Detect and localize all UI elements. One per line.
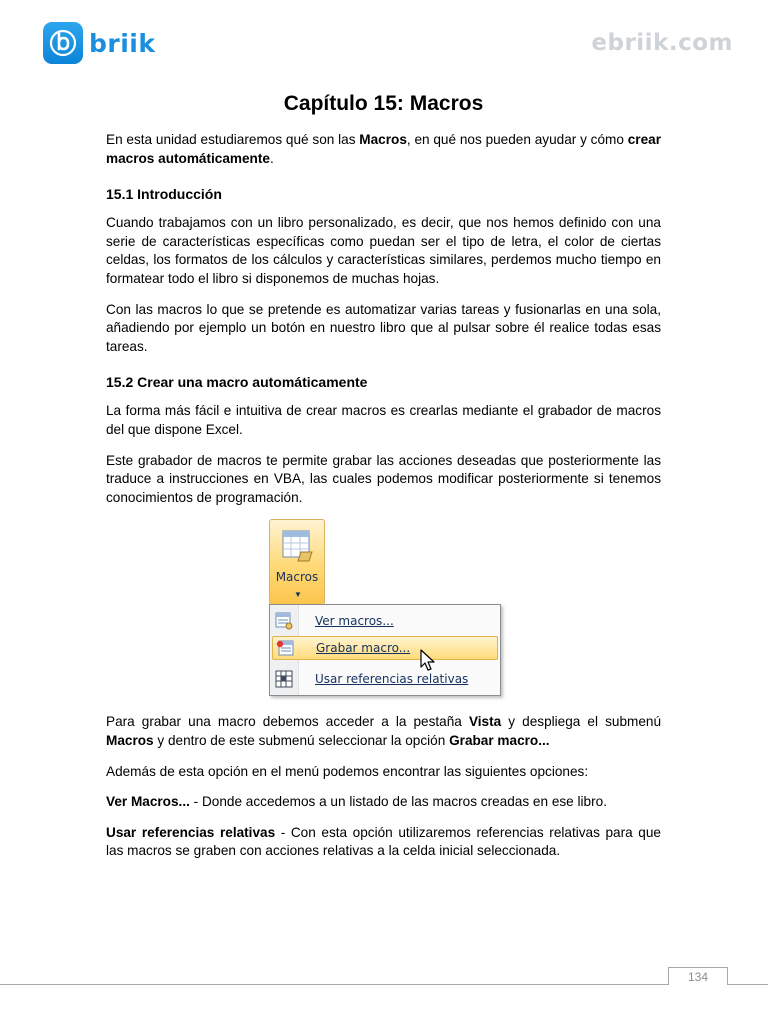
text-span: Para grabar una macro debemos acceder a la pestaña bbox=[106, 714, 469, 730]
text-span: y dentro de este submenú seleccionar la opción bbox=[153, 732, 450, 748]
section1-paragraph-2: Con las macros lo que se pretende es automatizar varias tareas y fusionarlas en una sola, añadiendo por ejemplo un botón en nuestro libro que al pulsar sobre él realice todas esas tareas. bbox=[106, 301, 661, 354]
record-macro-icon bbox=[273, 639, 297, 657]
macros-ribbon-button[interactable] bbox=[269, 519, 325, 605]
relative-references-icon bbox=[272, 670, 296, 688]
intro-text-2: , en qué nos pueden ayudar y cómo bbox=[406, 132, 628, 147]
mouse-pointer-icon bbox=[420, 649, 436, 673]
section-heading-1: 15.1 Introducción bbox=[106, 186, 222, 203]
text-span: - Donde accedemos a un listado de las macros creadas en ese libro. bbox=[189, 794, 607, 810]
section-heading-2: 15.2 Crear una macro automáticamente bbox=[106, 374, 368, 391]
bold-grabar-macro: Grabar macro... bbox=[449, 732, 550, 748]
list-icon bbox=[272, 612, 296, 630]
intro-paragraph bbox=[106, 131, 661, 168]
logo-text: briik bbox=[89, 28, 156, 58]
bold-ver-macros: Ver Macros... bbox=[106, 794, 190, 810]
menu-item-ver-macros[interactable] bbox=[272, 609, 498, 633]
dropdown-arrow-icon: ▼ bbox=[294, 590, 302, 600]
intro-bold-2: crear macros automáticamente bbox=[106, 132, 661, 166]
menu-label-ver-macros: Ver macros... bbox=[315, 614, 394, 629]
b-logo-icon bbox=[43, 22, 83, 64]
macros-ribbon-label: Macros bbox=[275, 570, 319, 585]
page-content bbox=[106, 92, 661, 873]
macros-menu-screenshot bbox=[106, 519, 661, 699]
brand-logo bbox=[43, 22, 156, 64]
bold-vista: Vista bbox=[468, 714, 502, 730]
page-number: 134 bbox=[668, 967, 728, 985]
footer-rule bbox=[0, 984, 768, 985]
intro-text-3: . bbox=[269, 150, 274, 166]
section2-paragraph-1: La forma más fácil e intuitiva de crear macros es crearlas mediante el grabador de macros del que dispone Excel. bbox=[106, 403, 661, 437]
after-figure-paragraph-2: Además de esta opción en el menú podemos encontrar las siguientes opciones: bbox=[106, 763, 589, 779]
site-name: ebriik.com bbox=[591, 30, 733, 56]
macros-dropdown-menu bbox=[269, 604, 501, 696]
chapter-title: Capítulo 15: Macros bbox=[283, 92, 484, 115]
after-figure-paragraph-3 bbox=[106, 793, 661, 812]
text-span: - Con esta opción utilizaremos referencias relativas para que las macros se graben con acciones relativas a la celda inicial seleccionada. bbox=[106, 824, 661, 859]
section1-paragraph-1: Cuando trabajamos con un libro personalizado, es decir, que nos hemos definido con una serie de características específicas como puedan ser el tipo de letra, el color de ciertas celdas, los formatos de los cálculos y características similares, perdemos mucho tiempo en formatear todo el libro si disponemos de muchas hojas. bbox=[106, 215, 661, 286]
intro-text-1: En esta unidad estudiaremos qué son las bbox=[106, 132, 360, 147]
macros-sheet-icon bbox=[282, 530, 314, 564]
text-span: y despliega el submenú bbox=[501, 714, 662, 730]
section2-paragraph-2: Este grabador de macros te permite grabar las acciones deseadas que posteriormente las traduce a instrucciones en VBA, las cuales podemos modificar posteriormente si tenemos conocimientos de programación. bbox=[106, 452, 661, 505]
intro-bold-1: Macros bbox=[359, 132, 407, 147]
after-figure-paragraph-4 bbox=[106, 824, 661, 861]
after-figure-paragraph-1 bbox=[106, 713, 661, 750]
menu-item-grabar-macro[interactable] bbox=[272, 636, 498, 660]
bold-usar-referencias: Usar referencias relativas bbox=[106, 824, 276, 840]
menu-label-usar-referencias-relativas: Usar referencias relativas bbox=[315, 672, 469, 687]
menu-label-grabar-macro: Grabar macro... bbox=[316, 641, 411, 656]
bold-macros: Macros bbox=[106, 732, 154, 748]
menu-item-usar-referencias-relativas[interactable] bbox=[272, 667, 498, 691]
